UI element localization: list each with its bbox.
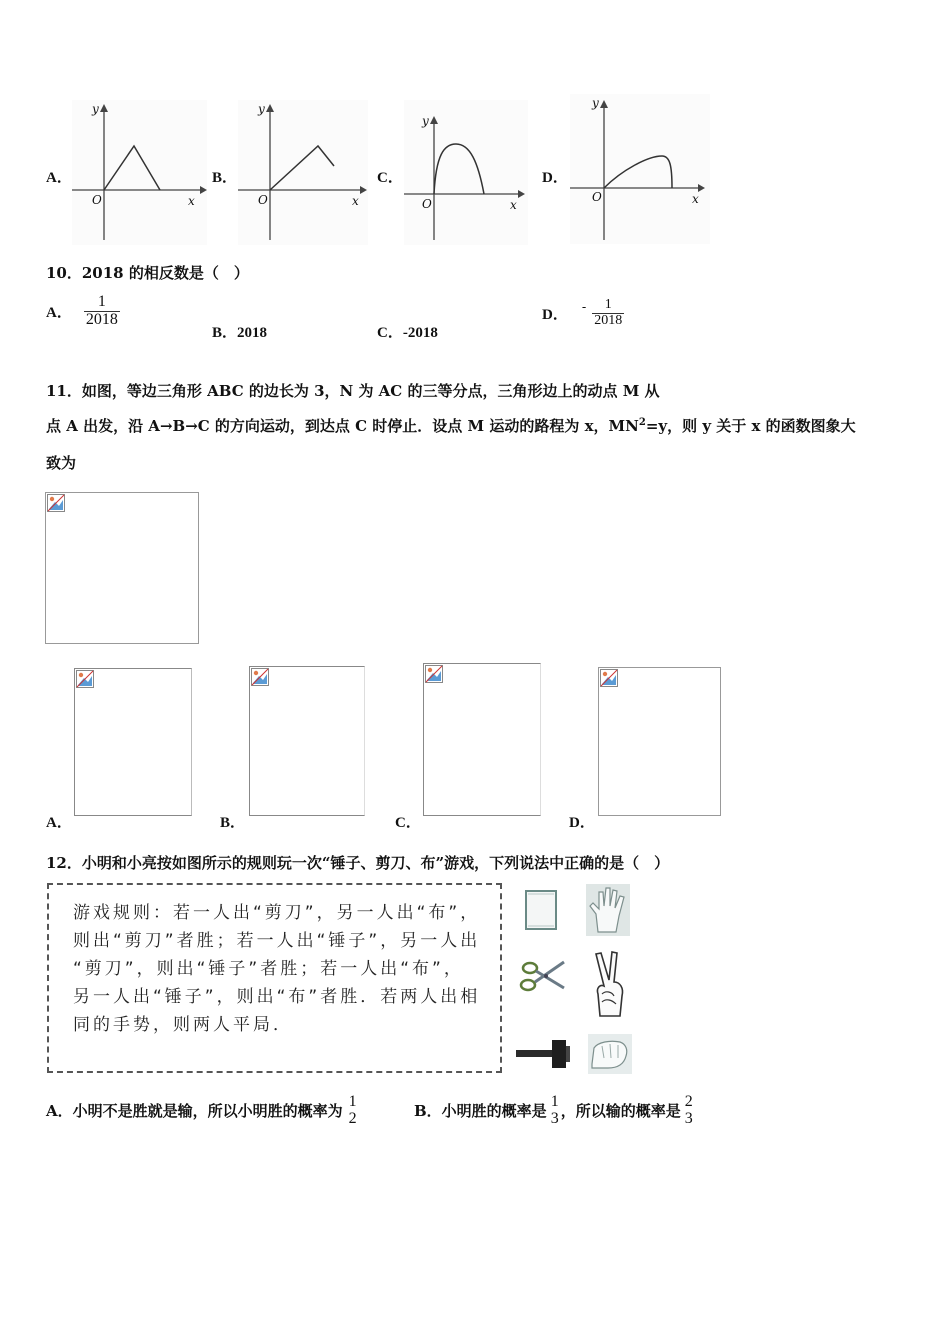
q12-option-b [414, 1094, 695, 1128]
q9-graph-c-x: x [510, 198, 517, 212]
q10-option-d-fraction [592, 298, 624, 328]
q11-line-2a: 点 A 出发，沿 A→B→C 的方向运动，到达点 C 时停止．设点 M 运动的路程为 x，MN [46, 417, 639, 435]
hammer-icon [514, 1036, 572, 1072]
q12-option-b-text-1: B．小明胜的概率是 [414, 1102, 547, 1121]
q10-option-a-den: 2018 [85, 310, 118, 328]
q11-option-b-label: B． [220, 815, 246, 831]
victory-hand-icon [590, 950, 630, 1020]
q9-graph-b [238, 100, 368, 245]
broken-image-icon [251, 668, 269, 686]
q9-graph-a-x: x [188, 194, 195, 208]
q12-option-b-text-2: ，所以输的概率是 [560, 1102, 681, 1121]
q11-figure-image [45, 492, 199, 644]
q10-option-a-num: 1 [97, 293, 106, 310]
q9-graph-d-y: y [592, 96, 599, 110]
q9-graph-d-x: x [692, 192, 699, 206]
q10-option-b: B．2018 [212, 325, 268, 341]
q11-option-a-image [74, 668, 192, 816]
q11-line-2-sup: 2 [638, 417, 646, 428]
q12-option-b-num-2: 2 [684, 1093, 693, 1110]
broken-image-icon [425, 665, 443, 683]
q12-rule-line-4: 另一人出“锤子”，则出“布”者胜．若两人出相 [73, 987, 481, 1007]
q10-stem: 10．2018 的相反数是（ ） [46, 264, 249, 282]
q9-option-b-label: B． [212, 170, 238, 186]
q9-graph-d-origin: O [592, 190, 602, 204]
q12-option-a [46, 1094, 359, 1128]
q9-option-c-label: C． [377, 170, 403, 186]
q11-line-2 [46, 415, 856, 436]
q12-rules-box [47, 883, 502, 1073]
q12-option-b-den-1: 3 [550, 1109, 559, 1127]
broken-image-icon [600, 669, 618, 687]
q11-option-c-label: C． [395, 815, 421, 831]
scissors-icon [516, 954, 568, 998]
open-hand-icon [586, 884, 630, 936]
q9-graph-b-origin: O [258, 193, 268, 207]
q10-option-a [46, 294, 120, 329]
q12-option-b-fraction-2 [683, 1094, 695, 1128]
q10-option-d-sign: - [581, 299, 587, 315]
q9-option-d-label: D． [542, 170, 568, 186]
q12-option-a-fraction [347, 1094, 359, 1128]
q10-option-d [542, 298, 624, 328]
q12-option-b-fraction-1 [549, 1094, 561, 1128]
broken-image-icon [76, 670, 94, 688]
q9-graph-c [404, 100, 528, 245]
q12-rule-line-1: 游戏规则：若一人出“剪刀”，另一人出“布”， [73, 903, 481, 923]
q11-line-1: 11．如图，等边三角形 ABC 的边长为 3，N 为 AC 的三等分点，三角形边上的动点 M 从 [46, 382, 660, 400]
paper-cloth-icon [522, 888, 562, 934]
q12-option-b-den-2: 3 [684, 1109, 693, 1127]
q9-graph-a [72, 100, 207, 245]
q10-option-c: C．-2018 [377, 325, 438, 341]
q11-option-d-label: D． [569, 815, 595, 831]
q9-graph-b-y: y [258, 102, 265, 116]
q11-option-a-label: A． [46, 815, 72, 831]
q11-option-d-image [598, 667, 721, 816]
q12-option-a-den: 2 [348, 1109, 357, 1127]
q10-option-a-label: A． [46, 304, 72, 321]
fist-hand-icon [588, 1034, 632, 1074]
q10-option-d-label: D． [542, 306, 568, 323]
q9-graph-a-origin: O [92, 193, 102, 207]
broken-image-icon [47, 494, 65, 512]
q9-option-a-label: A． [46, 170, 72, 186]
q11-option-c-image [423, 663, 541, 816]
q11-line-2b: =y，则 y 关于 x 的函数图象大 [645, 417, 856, 435]
q12-rule-line-5: 同的手势，则两人平局． [73, 1015, 293, 1035]
q10-option-d-num: 1 [604, 297, 612, 312]
q11-line-3: 致为 [46, 454, 77, 472]
q10-option-a-fraction [84, 294, 120, 329]
q9-graph-d [570, 94, 710, 244]
q12-rule-line-2: 则出“剪刀”者胜；若一人出“锤子”，另一人出 [73, 931, 481, 951]
q12-rule-line-3: “剪刀”，则出“锤子”者胜；若一人出“布”， [73, 959, 464, 979]
q9-graph-c-y: y [422, 114, 429, 128]
q12-option-a-text: A．小明不是胜就是输，所以小明胜的概率为 [46, 1102, 343, 1121]
q11-option-b-image [249, 666, 365, 816]
q12-stem: 12．小明和小亮按如图所示的规则玩一次“锤子、剪刀、布”游戏，下列说法中正确的是（ ） [46, 854, 670, 872]
q12-option-a-num: 1 [348, 1093, 357, 1110]
q9-graph-a-y: y [92, 102, 99, 116]
q10-option-d-den: 2018 [594, 312, 623, 328]
q9-graph-b-x: x [352, 194, 359, 208]
q12-option-b-num-1: 1 [550, 1093, 559, 1110]
q9-graph-c-origin: O [422, 197, 432, 211]
